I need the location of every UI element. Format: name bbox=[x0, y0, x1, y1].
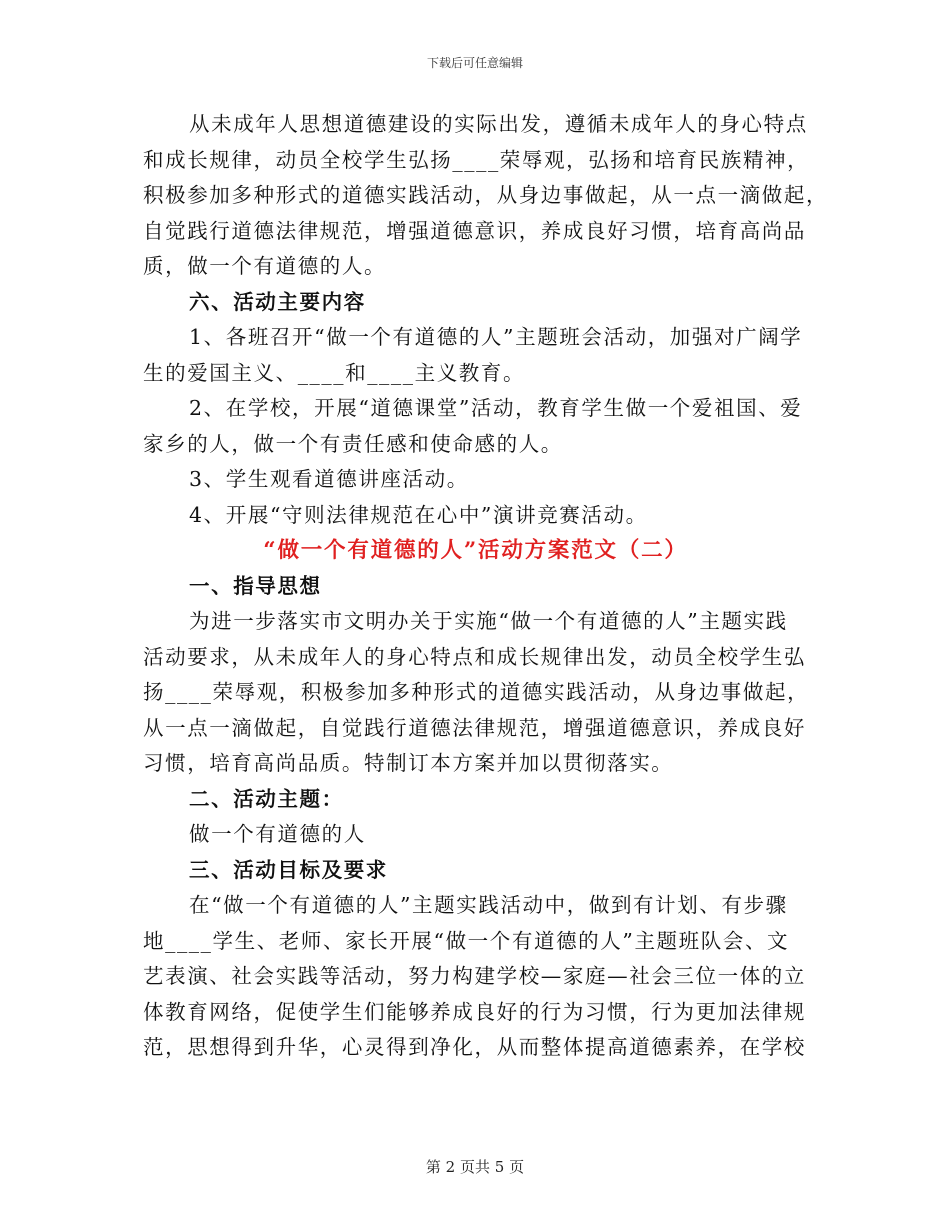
section-three-line-5: 范，思想得到升华，心灵得到净化，从而整体提高道德素养，在学校 bbox=[143, 1035, 806, 1059]
intro-line-3: 积极参加多种形式的道德实践活动，从身边事做起，从一点一滴做起， bbox=[143, 183, 829, 207]
download-note: 下载后可任意编辑 bbox=[426, 56, 523, 70]
document-title: “做一个有道德的人”活动方案范文（二） bbox=[263, 538, 688, 563]
intro-line-5: 质，做一个有道德的人。 bbox=[143, 254, 387, 278]
page-number: 第 2 页共 5 页 bbox=[425, 1158, 525, 1176]
section-six-item2-line2: 家乡的人，做一个有责任感和使命感的人。 bbox=[143, 431, 563, 456]
document-body bbox=[143, 107, 829, 1066]
section-three-line-2: 地____学生、老师、家长开展“做一个有道德的人”主题班队会、文 bbox=[143, 928, 790, 953]
intro-line-1: 从未成年人思想道德建设的实际出发，遵循未成年人的身心特点 bbox=[189, 112, 808, 136]
section-three-heading: 三、活动目标及要求 bbox=[189, 857, 388, 882]
section-three-line-3: 艺表演、社会实践等活动，努力构建学校—家庭—社会三位一体的立 bbox=[143, 964, 806, 988]
section-one-heading: 一、指导思想 bbox=[189, 573, 322, 598]
section-one-line-3: 扬____荣辱观，积极参加多种形式的道德实践活动，从身边事做起， bbox=[143, 680, 810, 704]
section-six-heading: 六、活动主要内容 bbox=[189, 289, 366, 314]
section-three-line-4: 体教育网络，促使学生们能够养成良好的行为习惯，行为更加法律规 bbox=[143, 999, 806, 1024]
section-two-heading: 二、活动主题： bbox=[189, 786, 344, 811]
section-three-line-1: 在“做一个有道德的人”主题实践活动中，做到有计划、有步骤 bbox=[189, 893, 788, 917]
section-one-line-2: 活动要求，从未成年人的身心特点和成长规律出发，动员全校学生弘 bbox=[143, 644, 806, 669]
section-six-item4: 4、开展“守则法律规范在心中”演讲竞赛活动。 bbox=[189, 502, 648, 527]
section-one-line-5: 习惯，培育高尚品质。特制订本方案并加以贯彻落实。 bbox=[143, 751, 674, 775]
section-one-line-1: 为进一步落实市文明办关于实施“做一个有道德的人”主题实践 bbox=[189, 609, 788, 633]
section-six-item2-line1: 2、在学校，开展“道德课堂”活动，教育学生做一个爱祖国、爱 bbox=[189, 396, 803, 420]
section-one-line-4: 从一点一滴做起，自觉践行道德法律规范，增强道德意识，养成良好 bbox=[143, 715, 806, 740]
intro-line-4: 自觉践行道德法律规范，增强道德意识，养成良好习惯，培育高尚品 bbox=[143, 218, 806, 243]
section-six-item1-line1: 1、各班召开“做一个有道德的人”主题班会活动，加强对广阔学 bbox=[189, 325, 803, 349]
section-two-text: 做一个有道德的人 bbox=[189, 822, 366, 846]
section-six-item1-line2: 生的爱国主义、____和____主义教育。 bbox=[143, 360, 526, 385]
section-six-item3: 3、学生观看道德讲座活动。 bbox=[189, 467, 469, 491]
intro-line-2: 和成长规律，动员全校学生弘扬____荣辱观，弘扬和培育民族精神， bbox=[143, 147, 810, 172]
